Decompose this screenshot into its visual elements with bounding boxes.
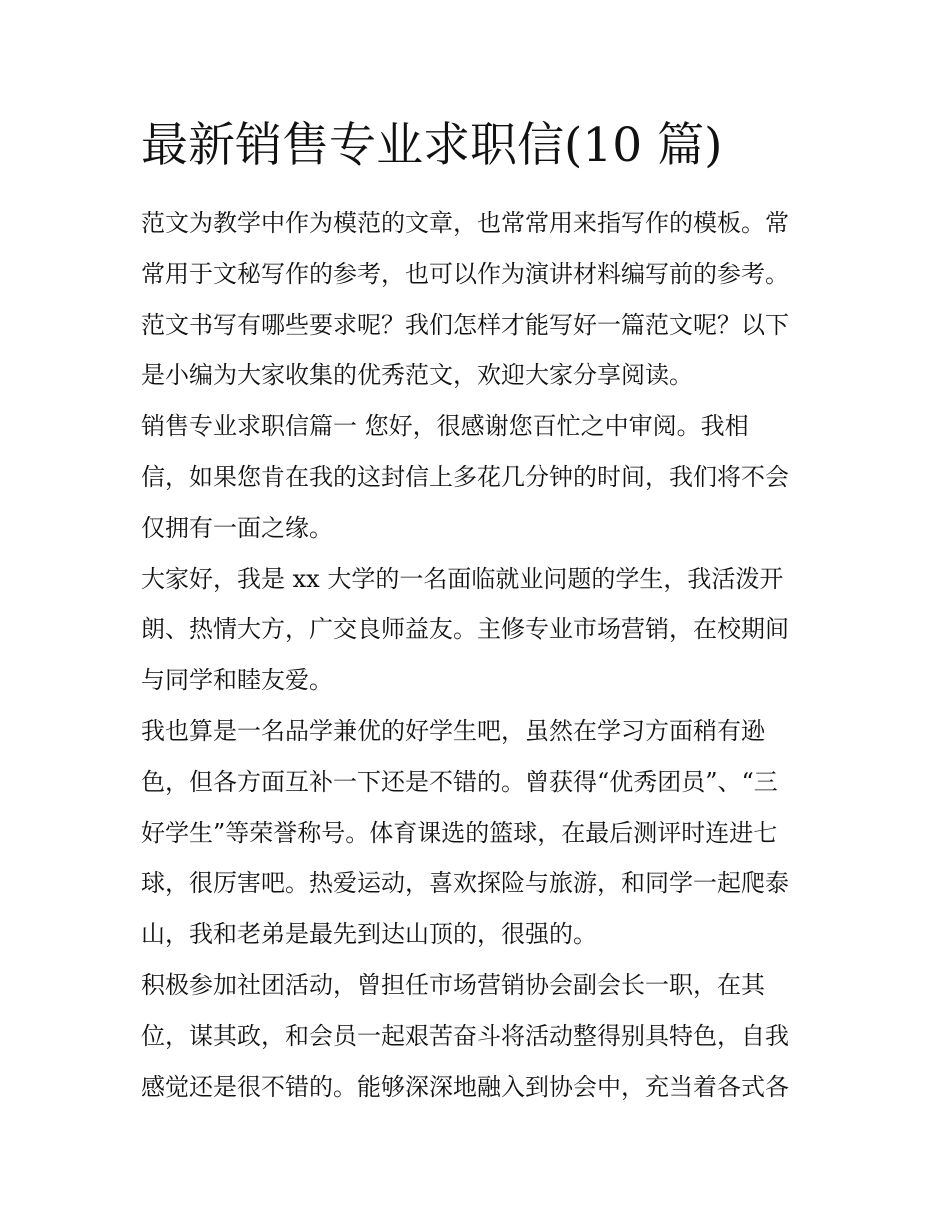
body-line: 销售专业求职信篇一 您好，很感谢您百忙之中审阅。我相 [141, 412, 749, 441]
body-line: 我也算是一名品学兼优的好学生吧，虽然在学习方面稍有逊 [141, 716, 765, 745]
body-line: 范文为教学中作为模范的文章，也常常用来指写作的模板。常 [141, 209, 789, 237]
body-line: 好学生”等荣誉称号。体育课选的篮球，在最后测评时连进七 [141, 818, 778, 847]
body-line: 信，如果您肯在我的这封信上多花几分钟的时间，我们将不会 [141, 462, 789, 491]
body-line: 范文书写有哪些要求呢？我们怎样才能写好一篇范文呢？以下 [141, 310, 789, 339]
body-line: 常用于文秘写作的参考，也可以作为演讲材料编写前的参考。 [141, 259, 789, 288]
document-title: 最新销售专业求职信(10 篇) [141, 118, 723, 173]
body-line: 色，但各方面互补一下还是不错的。曾获得“优秀团员”、“三 [141, 767, 778, 796]
document-body [141, 198, 821, 1112]
body-line: 位，谋其政，和会员一起艰苦奋斗将活动整得别具特色，自我 [141, 1021, 789, 1050]
body-line: 积极参加社团活动，曾担任市场营销协会副会长一职，在其 [141, 970, 765, 999]
body-line: 球，很厉害吧。热爱运动，喜欢探险与旅游，和同学一起爬泰 [141, 869, 789, 898]
body-line: 朗、热情大方，广交良师益友。主修专业市场营销，在校期间 [141, 615, 789, 644]
body-line: 大家好，我是 xx 大学的一名面临就业问题的学生，我活泼开 [141, 564, 784, 593]
body-line: 是小编为大家收集的优秀范文，欢迎大家分享阅读。 [141, 361, 693, 390]
body-line: 与同学和睦友爱。 [141, 666, 333, 695]
body-line: 仅拥有一面之缘。 [141, 513, 333, 542]
body-line: 山，我和老弟是最先到达山顶的，很强的。 [141, 920, 597, 949]
body-line: 感觉还是很不错的。能够深深地融入到协会中，充当着各式各 [141, 1072, 789, 1101]
